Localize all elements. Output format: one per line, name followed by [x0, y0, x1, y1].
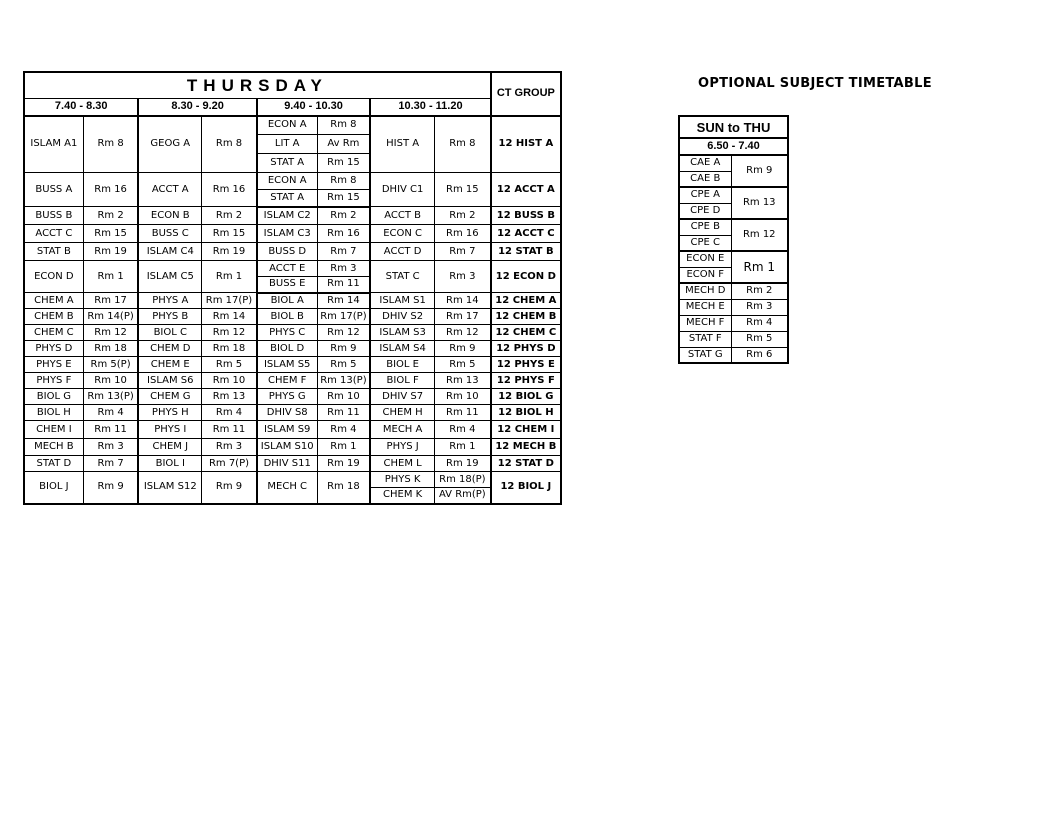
room-cell: Rm 9 [317, 341, 370, 357]
room-cell: Av Rm [317, 135, 370, 154]
room-cell: Rm 12 [202, 325, 257, 341]
subject-cell: ISLAM S3 [370, 325, 434, 341]
table-row [24, 261, 561, 277]
room-cell: Rm 13 [434, 373, 490, 389]
room-cell: Rm 18(P) [434, 472, 490, 488]
subject-cell: BIOL H [24, 405, 83, 421]
subject-cell: DHIV S8 [257, 405, 317, 421]
subject-cell: ACCT D [370, 243, 434, 261]
ct-group-cell: 12 BUSS B [491, 207, 561, 225]
room-cell: Rm 11 [434, 405, 490, 421]
room-cell: Rm 5(P) [83, 357, 138, 373]
room-cell: Rm 7 [434, 243, 490, 261]
optional-subject-timetable [678, 115, 789, 364]
room-cell: Rm 14 [317, 293, 370, 309]
room-cell: Rm 13(P) [317, 373, 370, 389]
subject-cell: STAT A [257, 154, 317, 173]
subject-cell: CPE D [679, 203, 731, 219]
room-cell: Rm 2 [83, 207, 138, 225]
room-cell: Rm 5 [434, 357, 490, 373]
subject-cell: DHIV S11 [257, 456, 317, 472]
room-cell: Rm 1 [317, 439, 370, 456]
room-cell: Rm 10 [202, 373, 257, 389]
ct-group-cell: 12 CHEM I [491, 421, 561, 439]
ct-group-cell: 12 HIST A [491, 116, 561, 173]
subject-cell: GEOG A [138, 116, 201, 173]
subject-cell: PHYS F [24, 373, 83, 389]
subject-cell: ISLAM C4 [138, 243, 201, 261]
subject-cell: CPE B [679, 219, 731, 235]
room-cell: Rm 17 [434, 309, 490, 325]
subject-cell: ISLAM S5 [257, 357, 317, 373]
room-cell: Rm 11 [202, 421, 257, 439]
room-cell: Rm 15 [434, 173, 490, 207]
subject-cell: ISLAM A1 [24, 116, 83, 173]
room-cell: Rm 19 [434, 456, 490, 472]
subject-cell: PHYS C [257, 325, 317, 341]
subject-cell: BIOL A [257, 293, 317, 309]
room-cell: Rm 5 [202, 357, 257, 373]
period-header: 10.30 - 11.20 [370, 99, 490, 116]
room-cell: Rm 2 [317, 207, 370, 225]
room-cell: Rm 1 [202, 261, 257, 293]
room-cell: Rm 4 [434, 421, 490, 439]
room-cell: Rm 3 [202, 439, 257, 456]
subject-cell: BIOL B [257, 309, 317, 325]
ct-group-cell: 12 CHEM A [491, 293, 561, 309]
room-cell: Rm 16 [317, 225, 370, 243]
room-cell: Rm 14 [434, 293, 490, 309]
subject-cell: ISLAM C5 [138, 261, 201, 293]
room-cell: Rm 1 [83, 261, 138, 293]
subject-cell: CHEM L [370, 456, 434, 472]
room-cell: Rm 4 [83, 405, 138, 421]
subject-cell: PHYS I [138, 421, 201, 439]
subject-cell: CHEM B [24, 309, 83, 325]
subject-cell: BIOL J [24, 472, 83, 504]
ct-group-cell: 12 MECH B [491, 439, 561, 456]
subject-cell: CHEM C [24, 325, 83, 341]
subject-cell: ECON B [138, 207, 201, 225]
room-cell: Rm 17(P) [317, 309, 370, 325]
table-row [679, 187, 788, 203]
room-cell: Rm 14(P) [83, 309, 138, 325]
subject-cell: BIOL E [370, 357, 434, 373]
table-row [679, 219, 788, 235]
room-cell: Rm 8 [83, 116, 138, 173]
subject-cell: BIOL I [138, 456, 201, 472]
room-cell: Rm 14 [202, 309, 257, 325]
ct-group-cell: 12 PHYS F [491, 373, 561, 389]
room-cell: Rm 7 [317, 243, 370, 261]
thursday-timetable [23, 71, 562, 505]
subject-cell: BIOL C [138, 325, 201, 341]
room-cell: Rm 13 [731, 187, 788, 219]
subject-cell: ISLAM S9 [257, 421, 317, 439]
period-header: 9.40 - 10.30 [257, 99, 370, 116]
room-cell: Rm 9 [731, 155, 788, 187]
ct-group-cell: 12 PHYS E [491, 357, 561, 373]
subject-cell: DHIV C1 [370, 173, 434, 207]
subject-cell: ISLAM S10 [257, 439, 317, 456]
room-cell: Rm 12 [83, 325, 138, 341]
room-cell: Rm 19 [317, 456, 370, 472]
room-cell: Rm 15 [202, 225, 257, 243]
table-row [24, 373, 561, 389]
ct-group-cell: 12 ECON D [491, 261, 561, 293]
subject-cell: ECON D [24, 261, 83, 293]
room-cell: AV Rm(P) [434, 488, 490, 504]
subject-cell: ISLAM S6 [138, 373, 201, 389]
table-row [24, 472, 561, 488]
room-cell: Rm 4 [731, 315, 788, 331]
table-row [24, 421, 561, 439]
subject-cell: CHEM A [24, 293, 83, 309]
subject-cell: ECON A [257, 173, 317, 190]
subject-cell: DHIV S7 [370, 389, 434, 405]
subject-cell: ISLAM C2 [257, 207, 317, 225]
subject-cell: CHEM H [370, 405, 434, 421]
subject-cell: CHEM E [138, 357, 201, 373]
subject-cell: ECON A [257, 116, 317, 135]
subject-cell: CPE A [679, 187, 731, 203]
subject-cell: DHIV S2 [370, 309, 434, 325]
room-cell: Rm 8 [434, 116, 490, 173]
ct-group-header: CT GROUP [491, 72, 561, 116]
room-cell: Rm 1 [731, 251, 788, 283]
room-cell: Rm 11 [317, 277, 370, 293]
room-cell: Rm 4 [317, 421, 370, 439]
room-cell: Rm 3 [317, 261, 370, 277]
table-row [679, 299, 788, 315]
subject-cell: ACCT A [138, 173, 201, 207]
subject-cell: MECH A [370, 421, 434, 439]
room-cell: Rm 2 [731, 283, 788, 299]
room-cell: Rm 3 [731, 299, 788, 315]
room-cell: Rm 16 [83, 173, 138, 207]
subject-cell: PHYS D [24, 341, 83, 357]
subject-cell: ACCT E [257, 261, 317, 277]
subject-cell: STAT G [679, 347, 731, 363]
table-row [24, 293, 561, 309]
subject-cell: MECH C [257, 472, 317, 504]
table-row [24, 243, 561, 261]
room-cell: Rm 16 [202, 173, 257, 207]
subject-cell: MECH B [24, 439, 83, 456]
subject-cell: MECH F [679, 315, 731, 331]
subject-cell: PHYS A [138, 293, 201, 309]
subject-cell: CHEM F [257, 373, 317, 389]
day-title: THURSDAY [24, 72, 491, 99]
table-row [679, 315, 788, 331]
subject-cell: STAT D [24, 456, 83, 472]
subject-cell: PHYS B [138, 309, 201, 325]
table-row [679, 347, 788, 363]
subject-cell: BIOL G [24, 389, 83, 405]
room-cell: Rm 4 [202, 405, 257, 421]
subject-cell: MECH D [679, 283, 731, 299]
ct-group-cell: 12 CHEM C [491, 325, 561, 341]
subject-cell: PHYS E [24, 357, 83, 373]
room-cell: Rm 19 [83, 243, 138, 261]
room-cell: Rm 8 [202, 116, 257, 173]
room-cell: Rm 1 [434, 439, 490, 456]
subject-cell: LIT A [257, 135, 317, 154]
subject-cell: STAT F [679, 331, 731, 347]
room-cell: Rm 17(P) [202, 293, 257, 309]
room-cell: Rm 10 [83, 373, 138, 389]
subject-cell: CPE C [679, 235, 731, 251]
ct-group-cell: 12 ACCT A [491, 173, 561, 207]
subject-cell: CHEM K [370, 488, 434, 504]
subject-cell: CHEM D [138, 341, 201, 357]
table-row [679, 251, 788, 267]
subject-cell: STAT A [257, 190, 317, 207]
room-cell: Rm 7 [83, 456, 138, 472]
subject-cell: BIOL D [257, 341, 317, 357]
room-cell: Rm 18 [202, 341, 257, 357]
period-header: 8.30 - 9.20 [138, 99, 256, 116]
ct-group-cell: 12 BIOL G [491, 389, 561, 405]
ct-group-cell: 12 BIOL J [491, 472, 561, 504]
ct-group-cell: 12 BIOL H [491, 405, 561, 421]
subject-cell: ISLAM S4 [370, 341, 434, 357]
room-cell: Rm 8 [317, 116, 370, 135]
room-cell: Rm 12 [434, 325, 490, 341]
table-row [24, 405, 561, 421]
table-row [24, 309, 561, 325]
room-cell: Rm 12 [317, 325, 370, 341]
room-cell: Rm 17 [83, 293, 138, 309]
room-cell: Rm 3 [83, 439, 138, 456]
subject-cell: ACCT C [24, 225, 83, 243]
room-cell: Rm 12 [731, 219, 788, 251]
table-row [24, 173, 561, 190]
room-cell: Rm 3 [434, 261, 490, 293]
subject-cell: CHEM J [138, 439, 201, 456]
subject-cell: ISLAM C3 [257, 225, 317, 243]
table-row [24, 207, 561, 225]
table-row [679, 331, 788, 347]
period-header: 7.40 - 8.30 [24, 99, 138, 116]
subject-cell: PHYS H [138, 405, 201, 421]
subject-cell: BUSS E [257, 277, 317, 293]
table-row [679, 283, 788, 299]
room-cell: Rm 11 [317, 405, 370, 421]
subject-cell: CAE A [679, 155, 731, 171]
subject-cell: STAT C [370, 261, 434, 293]
subject-cell: CHEM I [24, 421, 83, 439]
room-cell: Rm 15 [83, 225, 138, 243]
subject-cell: BUSS B [24, 207, 83, 225]
subject-cell: BIOL F [370, 373, 434, 389]
room-cell: Rm 16 [434, 225, 490, 243]
room-cell: Rm 8 [317, 173, 370, 190]
days-header: SUN to THU [679, 116, 788, 138]
subject-cell: MECH E [679, 299, 731, 315]
room-cell: Rm 13(P) [83, 389, 138, 405]
period-header: 6.50 - 7.40 [679, 138, 788, 155]
subject-cell: BUSS A [24, 173, 83, 207]
subject-cell: ECON F [679, 267, 731, 283]
room-cell: Rm 2 [202, 207, 257, 225]
table-row [24, 456, 561, 472]
table-row [679, 155, 788, 171]
room-cell: Rm 15 [317, 154, 370, 173]
subject-cell: BUSS D [257, 243, 317, 261]
table-row [24, 389, 561, 405]
room-cell: Rm 9 [202, 472, 257, 504]
room-cell: Rm 9 [83, 472, 138, 504]
subject-cell: PHYS G [257, 389, 317, 405]
subject-cell: PHYS K [370, 472, 434, 488]
subject-cell: ECON E [679, 251, 731, 267]
room-cell: Rm 2 [434, 207, 490, 225]
table-row [24, 357, 561, 373]
table-row [24, 116, 561, 135]
subject-cell: CHEM G [138, 389, 201, 405]
ct-group-cell: 12 CHEM B [491, 309, 561, 325]
subject-cell: ISLAM S12 [138, 472, 201, 504]
room-cell: Rm 10 [317, 389, 370, 405]
table-row [24, 439, 561, 456]
room-cell: Rm 13 [202, 389, 257, 405]
ct-group-cell: 12 STAT B [491, 243, 561, 261]
optional-timetable-title: OPTIONAL SUBJECT TIMETABLE [698, 76, 932, 91]
room-cell: Rm 7(P) [202, 456, 257, 472]
table-row [24, 325, 561, 341]
ct-group-cell: 12 ACCT C [491, 225, 561, 243]
subject-cell: CAE B [679, 171, 731, 187]
room-cell: Rm 5 [731, 331, 788, 347]
room-cell: Rm 10 [434, 389, 490, 405]
subject-cell: PHYS J [370, 439, 434, 456]
table-row [24, 341, 561, 357]
subject-cell: STAT B [24, 243, 83, 261]
room-cell: Rm 5 [317, 357, 370, 373]
ct-group-cell: 12 PHYS D [491, 341, 561, 357]
room-cell: Rm 11 [83, 421, 138, 439]
ct-group-cell: 12 STAT D [491, 456, 561, 472]
room-cell: Rm 18 [83, 341, 138, 357]
room-cell: Rm 19 [202, 243, 257, 261]
subject-cell: HIST A [370, 116, 434, 173]
subject-cell: ECON C [370, 225, 434, 243]
room-cell: Rm 18 [317, 472, 370, 504]
room-cell: Rm 6 [731, 347, 788, 363]
table-row [24, 225, 561, 243]
subject-cell: ISLAM S1 [370, 293, 434, 309]
subject-cell: BUSS C [138, 225, 201, 243]
subject-cell: ACCT B [370, 207, 434, 225]
room-cell: Rm 9 [434, 341, 490, 357]
room-cell: Rm 15 [317, 190, 370, 207]
